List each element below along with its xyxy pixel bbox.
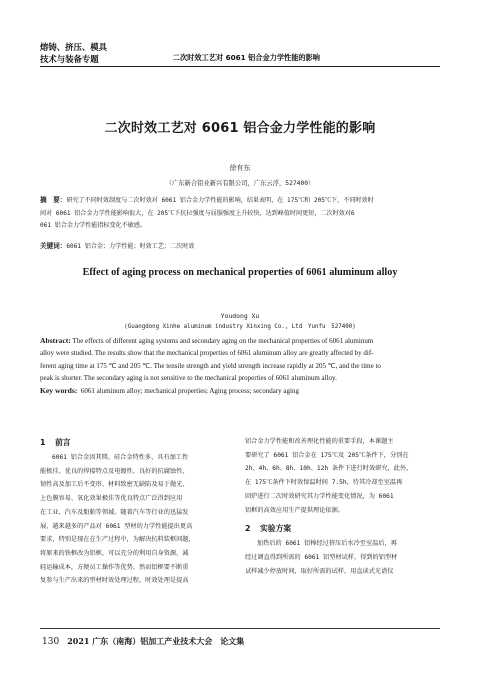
body-column-left [40,435,235,588]
body-line: 回炉进行二次时效研究其力学性能变化情况，为 6061 [245,492,394,500]
section-heading-experiment: 2 实验方案 [245,524,292,534]
body-line: 铝框的高效应用生产提供理论依据。 [245,506,344,514]
page-footer [42,636,244,647]
body-line: 要研究了 6061 铝合金在 175℃及 205℃条件下，分别在 [245,451,409,459]
body-line: 试样减少停放时间，取好所需的试样，用直读式光谱仪 [245,567,394,575]
body-line: 展，越来越多的产品对 6061 型材的力学性能提出更高 [40,522,193,530]
affiliation-en: (Guangdong Xinhe aluminum industry Xinxing Co., Ltd Yunfu 527400) [124,324,356,330]
affiliation-cn: （广东新合铝业新兴有限公司，广东云浮，527400） [165,180,315,187]
journal-section-line-2: 技术与装备专题 [40,54,99,64]
body-line: 加热后的 6061 铝棒经过挤压后水冷至室温后，再 [257,540,397,548]
abstract-en-label: Abstract: [40,336,71,345]
body-line: 在 175℃条件下时效保温时间 7.5h，待其冷却至室温再 [245,479,403,487]
paper-title-cn: 二次时效工艺对 6061 铝合金力学性能的影响 [104,121,376,136]
body-line: 经过调直得到所需的 6061 铝型材试样，得到的铝型材 [245,553,398,561]
body-column-right [245,435,440,578]
body-line: 能极佳、优良的焊接特点及电镀性、良好的抗腐蚀性、 [40,467,189,475]
author-en: Youdong Xu [220,312,260,320]
journal-section-label [40,41,107,65]
keywords-cn [40,240,440,254]
author-cn: 徐有东 [229,164,251,172]
body-line: 在工业、汽车及船舶等领域。随着汽车等行业的迅猛发 [40,508,189,516]
abstract-en-line: peak is shorter. The secondary aging is not sensitive to the mechanical properties of 6061 aluminum alloy. [40,373,337,382]
body-line: 复参与生产出来的型材时效处理过程，时效处理是提高 [40,577,189,585]
abstract-en-line: ferent aging time at 175 ℃ and 205 ℃. The tensile strength and yield strength increase rapidly at 205 ℃, and the time to [40,361,381,370]
journal-section-line-1: 熔铸、挤压、模具 [40,42,107,52]
abstract-cn-line: 摘 要：研究了不同时效制度与二次时效对 6061 铝合金力学性能的影响，结果表明，在 175℃和 205℃下，不同时效时 [40,196,374,204]
body-line: 轻运输成本，方便员工操作等优势。然而铝框要不断重 [40,563,189,571]
running-title: 二次时效工艺对 6061 铝合金力学性能的影响 [172,53,320,62]
body-line: 上色膜容易、氧化效果极佳等优良特点广泛得到应用 [40,495,183,503]
abstract-cn-line: 间对 6061 铝合金力学性能影响很大，在 205℃下抗拉强度与屈服强度上升较快，达到峰值时间更短，二次时效对6 [40,209,355,217]
keywords-cn-text: 6061 铝合金；力学性能；时效工艺；二次时效 [66,243,195,250]
abstract-en-line: alloy were studied. The results show that the mechanical properties of 6061 aluminum alloy are greatly affected by dif- [40,349,374,358]
keywords-en [40,385,440,397]
body-line: 2h、4h、6h、8h、10h、12h 条件下进行时效研究，此外， [245,465,413,473]
abstract-cn-label: 摘 要： [40,196,67,204]
keywords-en-label: Key words: [40,386,78,395]
header-rule [40,66,440,67]
keywords-en-text: 6061 aluminum alloy; mechanical properties; Aging process; secondary aging [80,387,299,395]
paper-title-en: Effect of aging process on mechanical properties of 6061 aluminum alloy [82,267,398,278]
section-heading-introduction: 1 前言 [40,438,71,447]
conference-name: 2021 广东（南海）铝加工产业技术大会 论文集 [67,636,245,646]
body-line: 铝合金力学性能和改善理化性能的重要手段，本课题主 [245,438,394,445]
footer-rule [40,628,440,629]
abstract-en [40,335,440,384]
body-line: 要求，特别是现在在生产过程中，为解决抗料装框问题， [40,536,195,544]
keywords-cn-label: 关键词： [40,242,67,250]
abstract-cn-line: 061 铝合金力学性能指标变化不敏感。 [40,222,147,229]
abstract-en-line: Abstract: The effects of different aging systems and secondary aging on the mechanical properties of 6061 aluminum [40,336,374,345]
page-number: 130 [42,637,60,647]
body-line: 6061 铝合金因其镁、硅合金特性多，具有加工性 [52,454,189,461]
body-line: 韧性高及加工后不变形、材料致密无缺陷及易于抛光、 [40,481,189,489]
body-line: 将原来的铁框改为铝框，可以充分的利用自身资源，减 [40,549,189,557]
abstract-cn [40,194,440,233]
